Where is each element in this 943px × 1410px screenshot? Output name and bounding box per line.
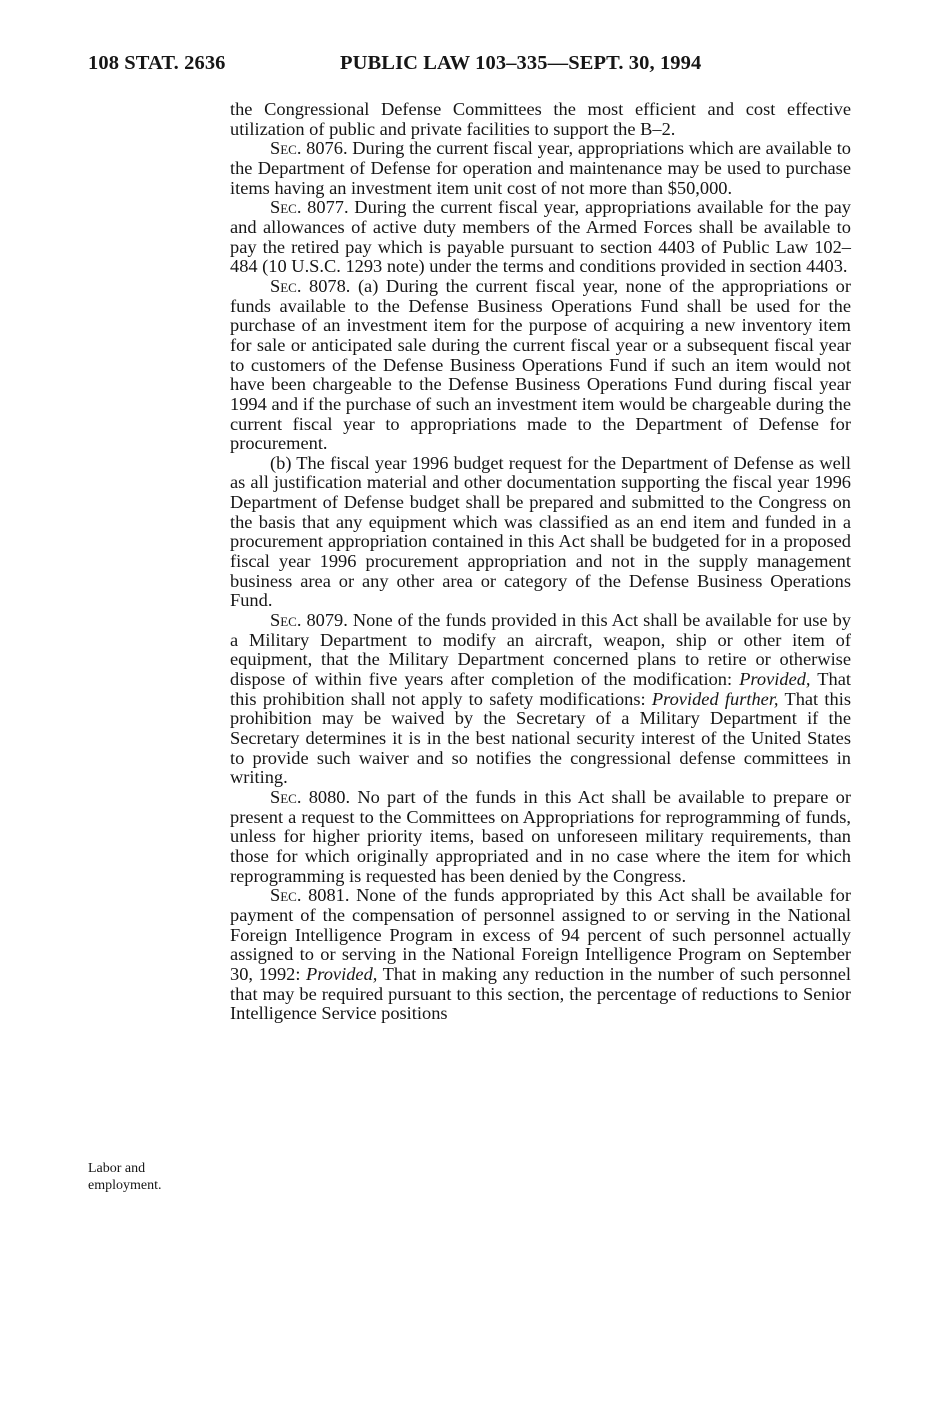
section-paragraph [230,788,851,886]
continued-paragraph [230,100,851,139]
public-law-title: PUBLIC LAW 103–335—SEPT. 30, 1994 [340,52,702,74]
running-header [88,52,851,88]
section-label: Sec [270,786,297,807]
section-paragraph [230,277,851,454]
section-label: Sec [270,138,297,159]
paragraph-text: . 8076. During the current fiscal year, appropriations which are available to the Department of Defense for operation and maintenance may be used to purchase items having an investment item unit cost of not more than $50,000. [230,138,851,198]
margin-note [88,1160,208,1194]
paragraph-text: . 8080. No part of the funds in this Act shall be available to prepare or present a request to the Committees on Appropriations for reprogramming of funds, unless for higher priority items, based on unforeseen military requirements, than those for which originally appropriated and in no case where the item for which reprogramming is requested has been denied by the Congress. [230,786,851,886]
section-paragraph [230,886,851,1024]
paragraph-text: . 8077. During the current fiscal year, appropriations available for the pay and allowances of active duty members of the Armed Forces shall be available to pay the retired pay which is payable pursuant to section 4403 of Public Law 102–484 (10 U.S.C. 1293 note) under the terms and conditions provided in section 4403. [230,197,851,277]
margin-note-line: employment. [88,1178,162,1193]
proviso-italic: Provided, [306,963,378,984]
section-label: Sec [270,197,297,218]
margin-note-line: Labor and [88,1161,146,1176]
section-label: Sec [270,275,297,296]
proviso-italic: Provided, [739,669,811,690]
paragraph-text: . 8078. (a) During the current fiscal year, none of the appropriations or funds available to the Defense Business Operations Fund shall be used for the purchase of an investment item for the purpose of acquiring a new inventory item for sale or anticipated sale during the current fiscal year or a subsequent fiscal year to customers of the Defense Business Operations Fund if such an item would not have been chargeable to the Defense Business Operations Fund during fiscal year 1994 and if the purchase of such an investment item would be chargeable during the current fiscal year to appropriations made to the Department of Defense for procurement. [230,275,851,454]
paragraph-text: That in making any reduction in the number of such personnel that may be required pursuant to this section, the percentage of reductions to Senior Intelligence Service positions [230,963,851,1024]
section-label: Sec [270,610,297,631]
statute-page-number: 108 STAT. 2636 [88,52,226,74]
section-paragraph [230,139,851,198]
paragraph-text: That this prohibition may be waived by the Secretary of a Military Department if the Secretary determines it is in the best national security interest of the United States to provide such waiver and so notifies the congressional defense committees in writing. [230,688,851,788]
paragraph-text: (b) The fiscal year 1996 budget request for the Department of Defense as well as all justification material and other documentation supporting the fiscal year 1996 Department of Defense budget shall be prepared and submitted to the Congress on the basis that any equipment which was classified as an end item and funded in a procurement appropriation contained in this Act shall be budgeted for in a proposed fiscal year 1996 procurement appropriation and not in the supply management business area or any other area or category of the Defense Business Operations Fund. [230,452,851,611]
paragraph-text: . 8081. None of the funds appropriated by this Act shall be available for payment of the compensation of personnel assigned to or serving in the National Foreign Intelligence Program in excess of 94 percent of such personnel actually assigned to or serving in the National Foreign Intelligence Program on September 30, 1992: [230,885,851,984]
section-paragraph [230,611,851,788]
proviso-italic: Provided further, [651,688,779,709]
paragraph-text: That this prohibition shall not apply to safety modifications: [230,669,852,709]
body-text [230,100,851,1024]
section-label: Sec [270,885,297,906]
section-paragraph [230,198,851,277]
paragraph-text: . 8079. None of the funds provided in this Act shall be available for use by a Military Department to modify an aircraft, weapon, ship or other item of equipment, that the Military Department concerned plans to retire or otherwise dispose of within five years after completion of the modification: [230,610,851,690]
section-paragraph [230,454,851,611]
paragraph-text: the Congressional Defense Committees the most efficient and cost effective utilization of public and private facilities to support the B–2. [230,99,851,139]
